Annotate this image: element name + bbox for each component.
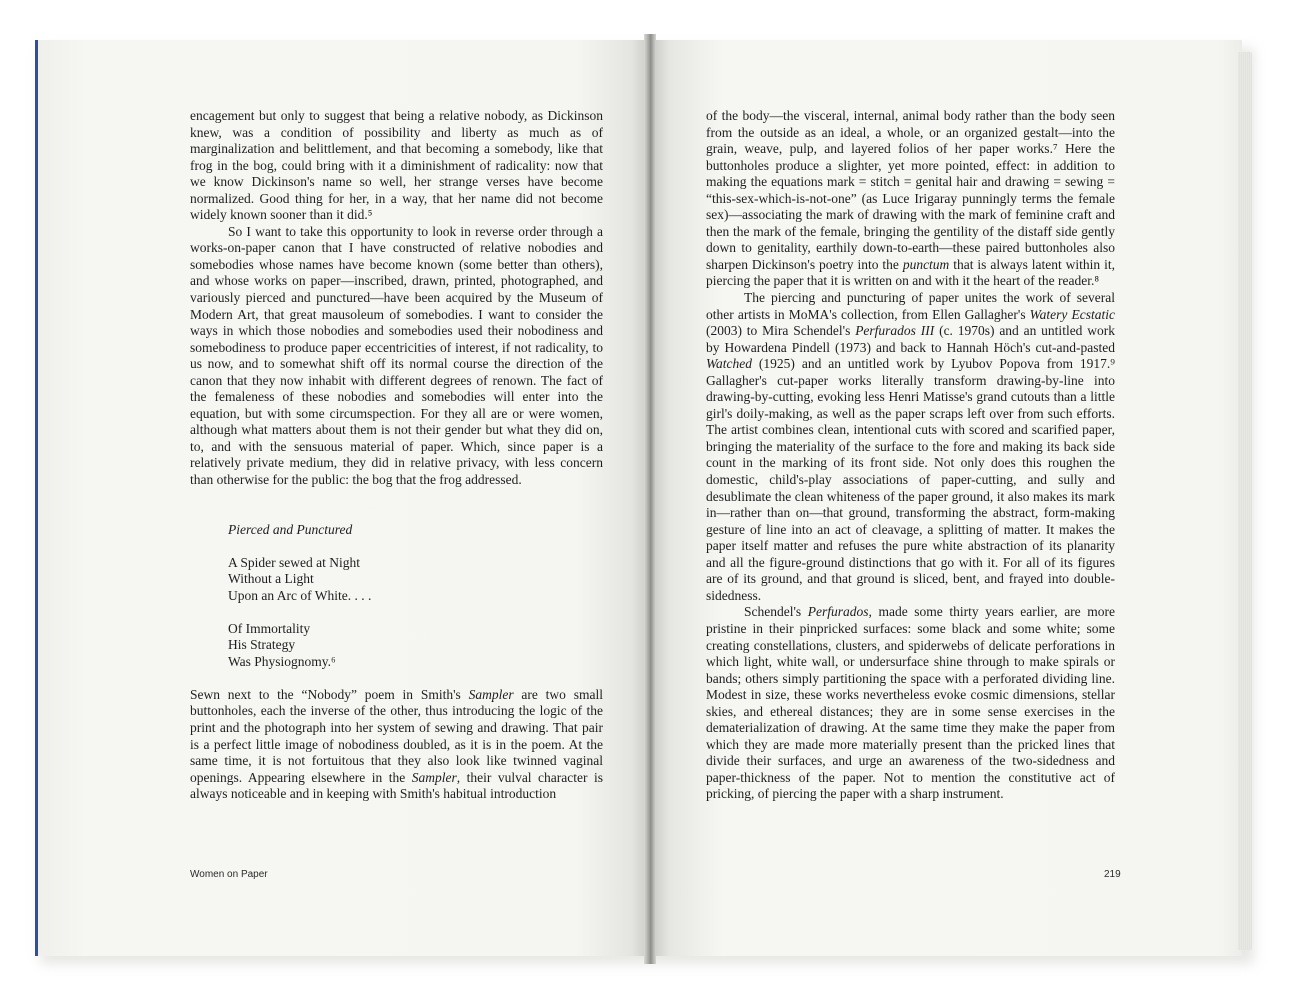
text-run: of the body—the visceral, internal, animal body rather than the body seen from the outside as an ideal, a whole, or an organized gestalt—into the grain, weave, pulp, and layered folios of her paper works.⁷ Here the buttonholes produce a slighter, yet more pointed, effect: in addition to making the equations mark = stitch = genital hair and drawing = sewing = “this-sex-which-is-not-one” (as Luce Irigaray punningly terms the female sex)—associating the mark of drawing with the mark of feminine craft and then the mark of the female, bringing the gentility of the distaff side gently down to genitality, earthily down-to-earth—these paired buttonholes also sharpen Dickinson's poetry into the (706, 108, 1115, 272)
text-run: Sewn next to the “Nobody” poem in Smith's (190, 686, 469, 702)
italic-term: punctum (902, 256, 950, 272)
text-run: Schendel's (744, 604, 808, 620)
italic-title: Perfurados III (855, 323, 935, 339)
italic-title: Sampler (468, 686, 514, 702)
book-gutter (644, 34, 656, 964)
paragraph: encagement but only to suggest that being a relative nobody, as Dickinson knew, was a condition of possibility and liberty as much as of marginalization and belittlement, and that becoming a somebody, like that frog in the bog, could bring with it a diminishment of radicality: now that we know Dickinson's name so well, her strange verses have become normalized. Good thing for her, in a way, that her name did not become widely known sooner than it did.⁵ (190, 108, 603, 223)
text-run: (2003) to Mira Schendel's (706, 323, 856, 339)
paragraph (190, 687, 603, 803)
paragraph (706, 604, 1115, 803)
paragraph (706, 108, 1115, 290)
text-run: made some thirty years earlier, are more pristine in their pinpricked surfaces: some black and some white; some creating constellations, clusters, and spiderwebs of delicate perforations in which light, white wall, or undersurface shine through to make spirals or bands; others simply partitioning the space with a perforated dividing line. Modest in size, these works nevertheless evoke cosmic dimensions, stellar skies, and ethereal distances; they are in some sense exercises in the dematerialization of drawing. At the same time they make the paper from which they are made more materially present than the pricked lines that divide their surfaces, and urge an awareness of the two-sidedness and paper-thickness of the paper. Not to mention the constitutive act of pricking, of piercing the paper with a sharp instrument. (706, 604, 1116, 802)
paragraph: So I want to take this opportunity to look in reverse order through a works-on-paper canon that I have constructed of relative nobodies and somebodies whose names have become known (some better than others), and whose works on paper—inscribed, drawn, printed, photographed, and variously pierced and punctured—have been acquired by the Museum of Modern Art, that great mausoleum of somebodies. I want to consider the ways in which those nobodies and somebodies used their nobodiness and somebodiness to produce paper eccentricities of interest, if not radicality, to us now, and to somewhat shift off its normal course the direction of the canon that they now inhabit with different degrees of renown. The fact of the femaleness of these nobodies and somebodies will enter into the equation, but with some circumspection. For they all are or were women, although what matters about them is not their gender but what they did on, to, and with the sensuous material of paper. Which, since paper is a relatively private medium, they did in relative privacy, with less concern than otherwise for the public: the bog that the frog addressed. (190, 223, 603, 488)
running-footer-title: Women on Paper (190, 869, 268, 880)
text-run: (c. 1970s) and an untitled work by Howardena Pindell (1973) and back to Hannah Höch's cut-and-pasted (706, 323, 1115, 355)
text-run: are two small buttonholes, each the inverse of the other, thus introducing the logic of the print and the photograph into her system of sewing and drawing. That pair is a perfect little image of nobodiness doubled, as it is in the poem. At the same time, it is not fortuitous that they also look like twinned vaginal openings. Appearing elsewhere in the (190, 686, 603, 785)
italic-title: Perfurados, (807, 604, 872, 620)
text-run: The piercing and puncturing of paper unites the work of several other artists in MoMA's collection, from Ellen Gallagher's (706, 290, 1115, 322)
right-page-text (706, 108, 1115, 803)
verse-stanza: Of Immortality His Strategy Was Physiognomy.⁶ (228, 620, 336, 669)
text-run: , their vulval character is always noticeable and in keeping with Smith's habitual introduction (190, 769, 603, 802)
left-page-text (190, 108, 603, 803)
paragraph (706, 290, 1115, 604)
italic-title: Sampler (411, 769, 457, 785)
italic-title: Watched (706, 356, 752, 372)
italic-title: Watery Ecstatic (1029, 306, 1115, 322)
text-run: that is always latent within it, piercing the paper that it is written on and with it the heart of the reader.⁸ (706, 256, 1115, 289)
section-heading: Pierced and Punctured (228, 521, 353, 537)
page-edges (1238, 52, 1252, 950)
page-number: 219 (1104, 869, 1121, 880)
text-run: (1925) and an untitled work by Lyubov Popova from 1917.⁹ Gallagher's cut-paper works literally transform drawing-by-line into drawing-by-cutting, evoking less Henri Matisse's grand cutouts than a little girl's doily-making, as well as the paper scraps left over from such efforts. The artist combines clean, intentional cuts with scored and scarified paper, bringing the materiality of the surface to the fore and making its back side count in the marking of its front side. Not only does this roughen the domestic, child's-play associations of paper-cutting, and sully and desublimate the clean whiteness of the paper ground, it also makes its mark in—rather than on—that ground, transforming the abstract, form-making gesture of line into an act of cleavage, a splitting of matter. It makes the paper itself matter and refuses the pure white abstraction of its planarity and all the figure-ground distinctions that go with it. For all of its figures are of its ground, and that ground is sliced, bent, and frayed into double-sidedness. (706, 356, 1115, 603)
verse-stanza: A Spider sewed at Night Without a Light Upon an Arc of White. . . . (228, 554, 372, 603)
